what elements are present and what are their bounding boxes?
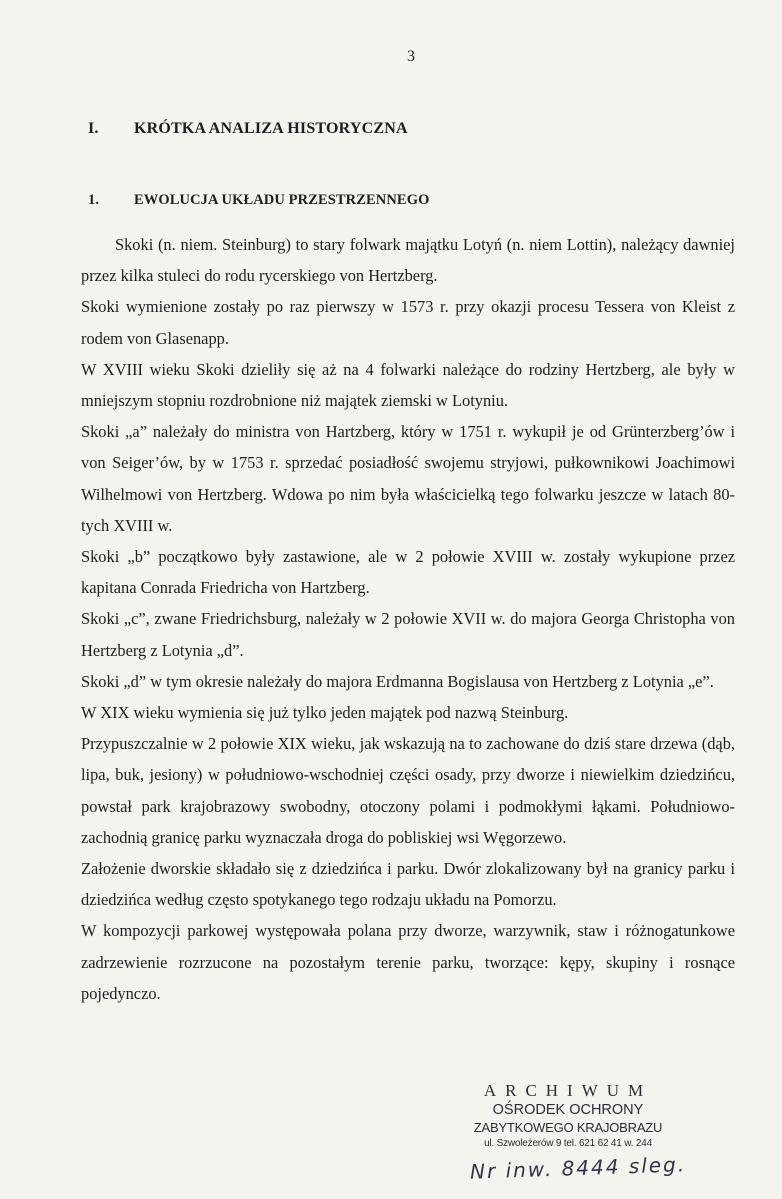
- subsection-title: EWOLUCJA UKŁADU PRZESTRZENNEGO: [134, 192, 430, 208]
- paragraph: Skoki „a” należały do ministra von Hartzberg, który w 1751 r. wykupił je od Grünterzberg’ów i von Seiger’ów, by w 1753 r. sprzedać posiadłość swojemu stryjowi, pułkownikowi Joachimowi Wilhelmowi von Hertzberg. Wdowa po nim była właścicielką tego folwarku jeszcze w latach 80-tych XVIII w.: [81, 422, 735, 535]
- paragraph: W kompozycji parkowej występowała polana przy dworze, warzywnik, staw i różnogatunkowe zadrzewienie rozrzucone na pozostałym terenie parku, tworzące: kępy, skupiny i rosnące pojedynczo.: [81, 921, 735, 1003]
- paragraph: Skoki „c”, zwane Friedrichsburg, należały w 2 połowie XVII w. do majora Georga Christopha von Hertzberg z Lotynia „d”.: [81, 609, 735, 660]
- section-number: I.: [88, 120, 99, 137]
- stamp-line-archive: ARCHIWUM: [483, 1081, 653, 1100]
- paragraph: Skoki „d” w tym okresie należały do majora Erdmanna Bogislausa von Hertzberg z Lotynia „e”.: [81, 671, 714, 691]
- paragraph: W XVIII wieku Skoki dzieliły się aż na 4 folwarki należące do rodziny Hertzberg, ale były w mniejszym stopniu rozdrobnione niż majątek ziemski w Lotyniu.: [81, 359, 735, 411]
- paragraph: W XIX wieku wymienia się już tylko jeden majątek pod nazwą Steinburg.: [81, 703, 569, 723]
- page-number: 3: [407, 48, 415, 65]
- archive-stamp: [468, 1080, 668, 1152]
- body-text: [81, 229, 735, 1009]
- paragraph: Założenie dworskie składało się z dziedzińca i parku. Dwór zlokalizowany był na granicy parku i dziedzińca według często spotykanego tego rodzaju układu na Pomorzu.: [81, 859, 735, 910]
- section-title: KRÓTKA ANALIZA HISTORYCZNA: [134, 120, 408, 137]
- section-heading: [88, 120, 408, 138]
- paragraph: Skoki „b” początkowo były zastawione, ale w 2 połowie XVIII w. zostały wykupione przez kapitana Conrada Friedricha von Hartzberg.: [81, 547, 735, 598]
- stamp-line-department: ZABYTKOWEGO KRAJOBRAZU: [473, 1120, 663, 1135]
- paragraph: Skoki (n. niem. Steinburg) to stary folwark majątku Lotyń (n. niem Lottin), należący dawniej przez kilka stuleci do rodu rycerskiego von Hertzberg.: [81, 235, 735, 286]
- stamp-line-address: ul. Szwoleżerów 9 tel. 621 62 41 w. 244: [484, 1138, 652, 1149]
- stamp-line-institution: OŚRODEK OCHRONY: [492, 1102, 644, 1118]
- handwritten-inventory-note: Nr inw. 8444 sleg.: [469, 1152, 687, 1184]
- subsection-heading: [88, 192, 429, 209]
- paragraph: Przypuszczalnie w 2 połowie XIX wieku, jak wskazują na to zachowane do dziś stare drzewa (dąb, lipa, buk, jesiony) w południowo-wschodniej części osady, przy dworze i niewielkim dziedzińcu, powstał park krajobrazowy swobodny, otoczony polami i podmokłymi łąkami. Południowo-zachodnią granicę parku wyznaczała droga do pobliskiej wsi Węgorzewo.: [81, 734, 735, 847]
- subsection-number: 1.: [88, 192, 100, 208]
- paragraph: Skoki wymienione zostały po raz pierwszy w 1573 r. przy okazji procesu Tessera von Kleist z rodem von Glasenapp.: [81, 297, 735, 348]
